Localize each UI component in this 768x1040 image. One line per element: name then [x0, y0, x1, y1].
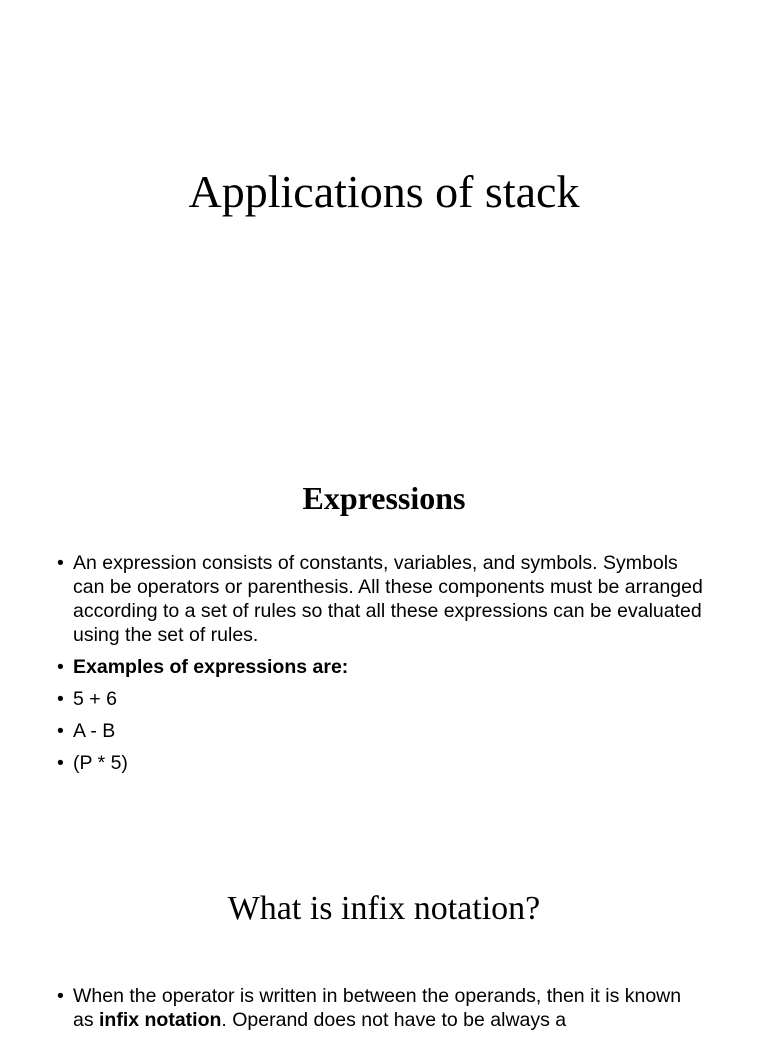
- bullet-text: (P * 5): [73, 752, 128, 774]
- slide-title-infix-notation: What is infix notation?: [227, 890, 541, 927]
- bullet-text-bold: infix notation: [99, 1009, 222, 1031]
- bullet-icon: •: [57, 656, 64, 678]
- bullet-icon: •: [57, 752, 64, 774]
- list-item: [57, 719, 707, 743]
- bullet-icon: •: [57, 720, 64, 742]
- bullet-text: 5 + 6: [73, 688, 117, 710]
- bullet-icon: •: [57, 552, 64, 574]
- list-item: [57, 751, 707, 775]
- list-item: [57, 687, 707, 711]
- bullet-text: A - B: [73, 720, 116, 742]
- expressions-bullet-list: [57, 551, 707, 783]
- list-item: [57, 984, 707, 1032]
- slide-title-applications-of-stack: Applications of stack: [188, 166, 580, 217]
- bullet-icon: •: [57, 688, 64, 710]
- slide-title-expressions: Expressions: [302, 480, 466, 516]
- list-item: [57, 551, 707, 647]
- bullet-text-part: When the operator is written in between the operands, then it is known as: [73, 985, 682, 1031]
- bullet-text: An expression consists of constants, variables, and symbols. Symbols can be operators or parenthesis. All these components must be arranged according to a set of rules so that all these expressions can be evaluated using the set of rules.: [73, 552, 703, 646]
- bullet-text-part: . Operand does not have to be always a: [221, 1009, 567, 1031]
- infix-bullet-list: [57, 984, 707, 1040]
- bullet-icon: •: [57, 985, 64, 1007]
- list-item: [57, 655, 707, 679]
- bullet-text: Examples of expressions are:: [73, 656, 349, 678]
